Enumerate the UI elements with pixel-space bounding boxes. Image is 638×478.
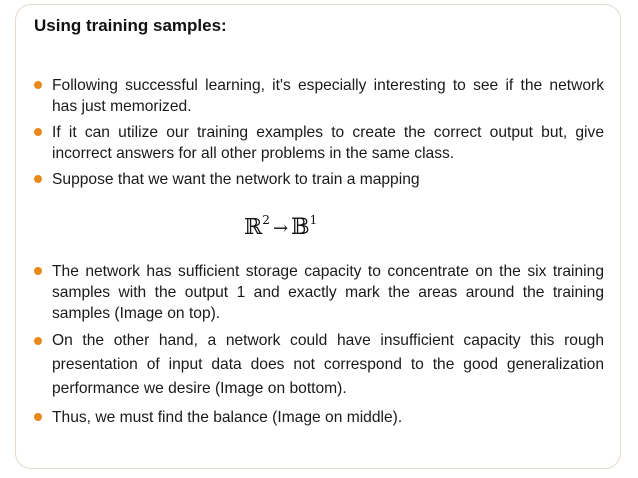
mapping-formula	[32, 195, 604, 261]
slide-title: Using training samples:	[34, 16, 227, 35]
bullet-dot-icon	[34, 81, 42, 89]
bullet-text: On the other hand, a network could have insufficient capacity this rough presentation of input data does not correspond to the good generalization performance we desire (Image on bottom).	[52, 332, 604, 397]
formula-domain-exponent: 2	[262, 213, 270, 227]
bullet-dot-icon	[34, 413, 42, 421]
bullet-item	[32, 407, 604, 428]
bullet-item	[32, 329, 604, 401]
bullet-text: If it can utilize our training examples to create the correct output but, give incorrect answers for all other problems in the same class.	[52, 124, 604, 162]
formula-codomain-exponent: 1	[309, 213, 318, 227]
formula-codomain: 𝔹	[291, 215, 310, 240]
bullet-item	[32, 75, 604, 117]
bullet-dot-icon	[34, 175, 42, 183]
bullet-dot-icon	[34, 128, 42, 136]
bullet-text: Suppose that we want the network to train a mapping	[52, 171, 420, 188]
bullet-text: Thus, we must find the balance (Image on middle).	[52, 409, 403, 426]
bullet-text: The network has sufficient storage capacity to concentrate on the six training samples with the output 1 and exactly mark the areas around the training samples (Image on top).	[52, 263, 604, 322]
bullet-item	[32, 169, 604, 190]
bullet-item	[32, 261, 604, 324]
formula-math	[244, 213, 317, 240]
arrow-icon: →	[272, 218, 289, 239]
formula-domain: ℝ	[244, 215, 263, 240]
bullet-list	[32, 75, 604, 433]
bullet-dot-icon	[34, 267, 42, 275]
bullet-text: Following successful learning, it's especially interesting to see if the network has just memorized.	[52, 77, 604, 115]
bullet-item	[32, 122, 604, 164]
bullet-dot-icon	[34, 337, 42, 345]
